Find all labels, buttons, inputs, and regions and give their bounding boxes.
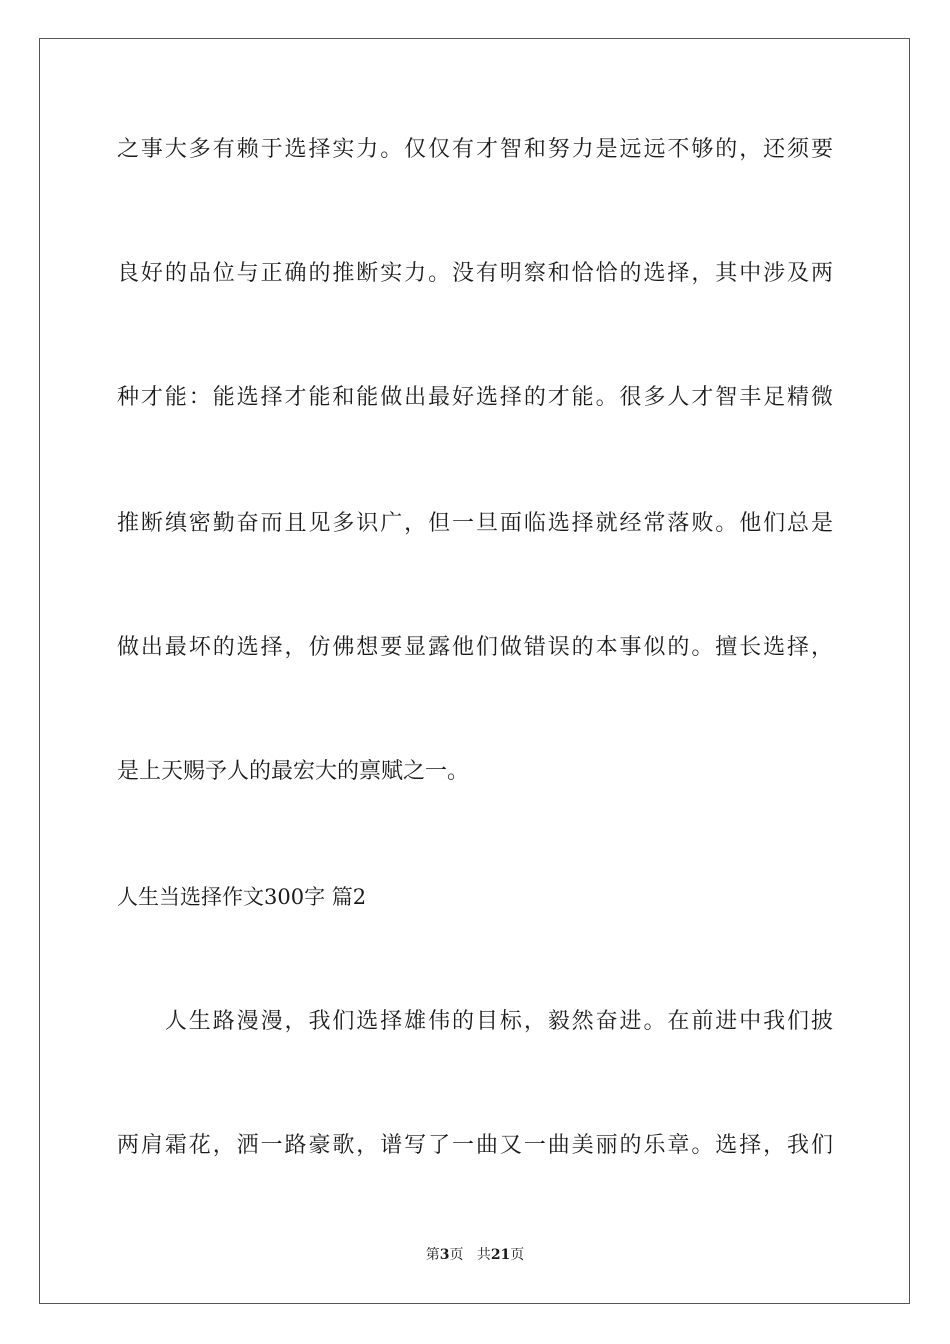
total-suffix: 页 [510, 1247, 525, 1263]
paragraph-line: 推断缜密勤奋而且见多识广，但一旦面临选择就经常落败。他们总是 [117, 511, 833, 536]
paragraph-line: 之事大多有赖于选择实力。仅仅有才智和努力是远远不够的，还须要 [117, 137, 833, 162]
page-border [39, 38, 910, 1304]
total-pages: 21 [490, 1247, 511, 1263]
page-number: 3 [439, 1247, 450, 1263]
paragraph-line: 人生路漫漫，我们选择雄伟的目标，毅然奋进。在前进中我们披 [117, 1009, 833, 1034]
paragraph-line: 种才能：能选择才能和能做出最好选择的才能。很多人才智丰足精微 [117, 385, 833, 410]
paragraph-line: 是上天赐予人的最宏大的禀赋之一。 [117, 759, 470, 784]
page-footer [0, 1246, 950, 1264]
paragraph-line: 两肩霜花，洒一路豪歌，谱写了一曲又一曲美丽的乐章。选择，我们 [117, 1133, 833, 1158]
total-prefix: 共 [476, 1247, 491, 1263]
page-suffix: 页 [449, 1247, 464, 1263]
paragraph-line: 良好的品位与正确的推断实力。没有明察和恰恰的选择，其中涉及两 [117, 261, 833, 286]
paragraph-line: 做出最坏的选择，仿佛想要显露他们做错误的本事似的。擅长选择， [117, 635, 833, 660]
page-prefix: 第 [425, 1247, 440, 1263]
section-heading: 人生当选择作文300字 篇2 [117, 885, 367, 909]
